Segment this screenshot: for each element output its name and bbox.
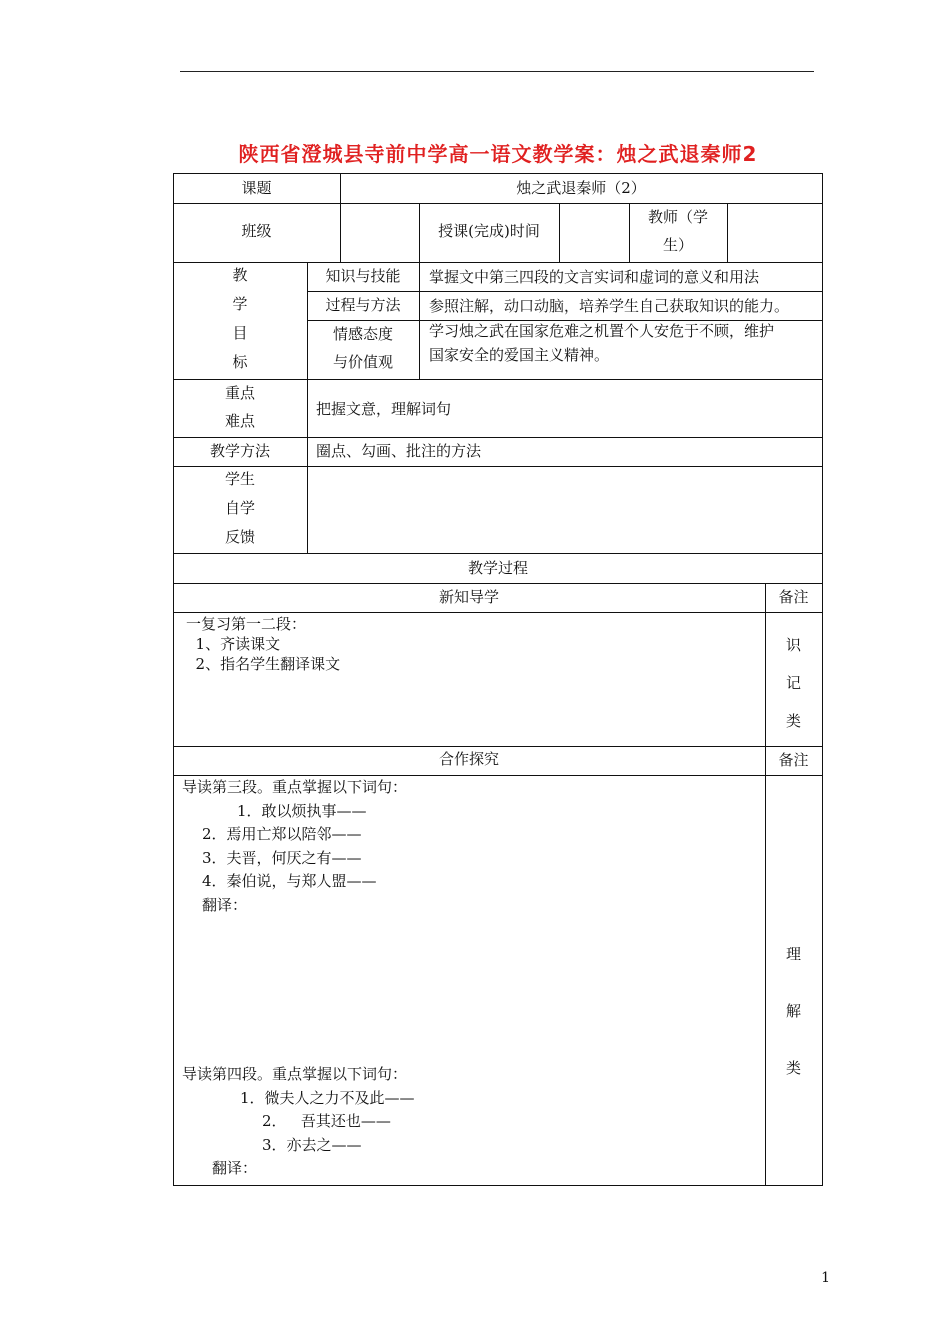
- list-item: 2．焉用亡郑以陪邻——: [202, 825, 362, 843]
- topic-value: 烛之武退秦师（2）: [516, 179, 646, 197]
- block-title: 导读第三段。重点掌握以下词句：: [182, 778, 408, 796]
- objective-attitude-label: 情感态度 与价值观: [332, 325, 393, 371]
- section1-note: 识 记 类: [785, 636, 801, 730]
- key-points-label: 重点 难点: [224, 384, 255, 430]
- list-item: 1、齐读课文: [186, 635, 281, 653]
- objective-knowledge-label: 知识与技能: [325, 267, 401, 285]
- section1-note-heading: 备注: [778, 588, 809, 606]
- section2-note-heading: 备注: [778, 751, 809, 769]
- objective-attitude-content: 学习烛之武在国家危难之机置个人安危于不顾，维护 国家安全的爱国主义精神。: [429, 322, 775, 364]
- block-title: 导读第四段。重点掌握以下词句：: [182, 1065, 408, 1083]
- document-title: 陕西省澄城县寺前中学高一语文教学案：烛之武退秦师2: [238, 142, 758, 166]
- list-item: 一复习第一二段：: [186, 615, 307, 633]
- translate-label: 翻译：: [202, 895, 248, 914]
- feedback-label: 学生 自学 反馈: [224, 470, 255, 546]
- list-item: 3．夫晋，何厌之有——: [202, 848, 362, 867]
- page-number: 1: [821, 1270, 830, 1286]
- section2-note: 理 解 类: [785, 945, 801, 1077]
- section2-block2: [182, 1063, 752, 1181]
- section1-heading: 新知导学: [438, 588, 499, 606]
- objectives-label: 教 学 目 标: [232, 266, 248, 371]
- section1-content: [186, 614, 756, 674]
- section2-block1: [182, 776, 752, 917]
- list-item: 2． 吾其还也——: [262, 1112, 391, 1130]
- objective-knowledge-content: 掌握文中第三四段的文言实词和虚词的意义和用法: [429, 268, 760, 286]
- key-points-content: 把握文意，理解词句: [316, 400, 452, 418]
- list-item: 1．敢以烦执事——: [237, 801, 367, 820]
- time-label: 授课(完成)时间: [438, 222, 540, 240]
- list-item: 3．亦去之——: [262, 1135, 362, 1154]
- teacher-label: 教师（学 生）: [647, 208, 708, 254]
- list-item: 2、指名学生翻译课文: [186, 655, 341, 673]
- method-content: 圈点、勾画、批注的方法: [316, 442, 482, 460]
- section2-heading: 合作探究: [438, 750, 499, 768]
- list-item: 4．秦伯说，与郑人盟——: [202, 872, 377, 890]
- header-rule: [180, 71, 814, 72]
- objective-process-label: 过程与方法: [325, 296, 401, 314]
- method-label: 教学方法: [209, 442, 270, 460]
- objective-process-content: 参照注解，动口动脑，培养学生自己获取知识的能力。: [429, 297, 790, 315]
- translate-label: 翻译：: [212, 1159, 258, 1177]
- class-label: 班级: [241, 222, 272, 240]
- topic-label: 课题: [241, 179, 272, 197]
- process-heading: 教学过程: [467, 559, 528, 577]
- list-item: 1．微夫人之力不及此——: [240, 1088, 415, 1107]
